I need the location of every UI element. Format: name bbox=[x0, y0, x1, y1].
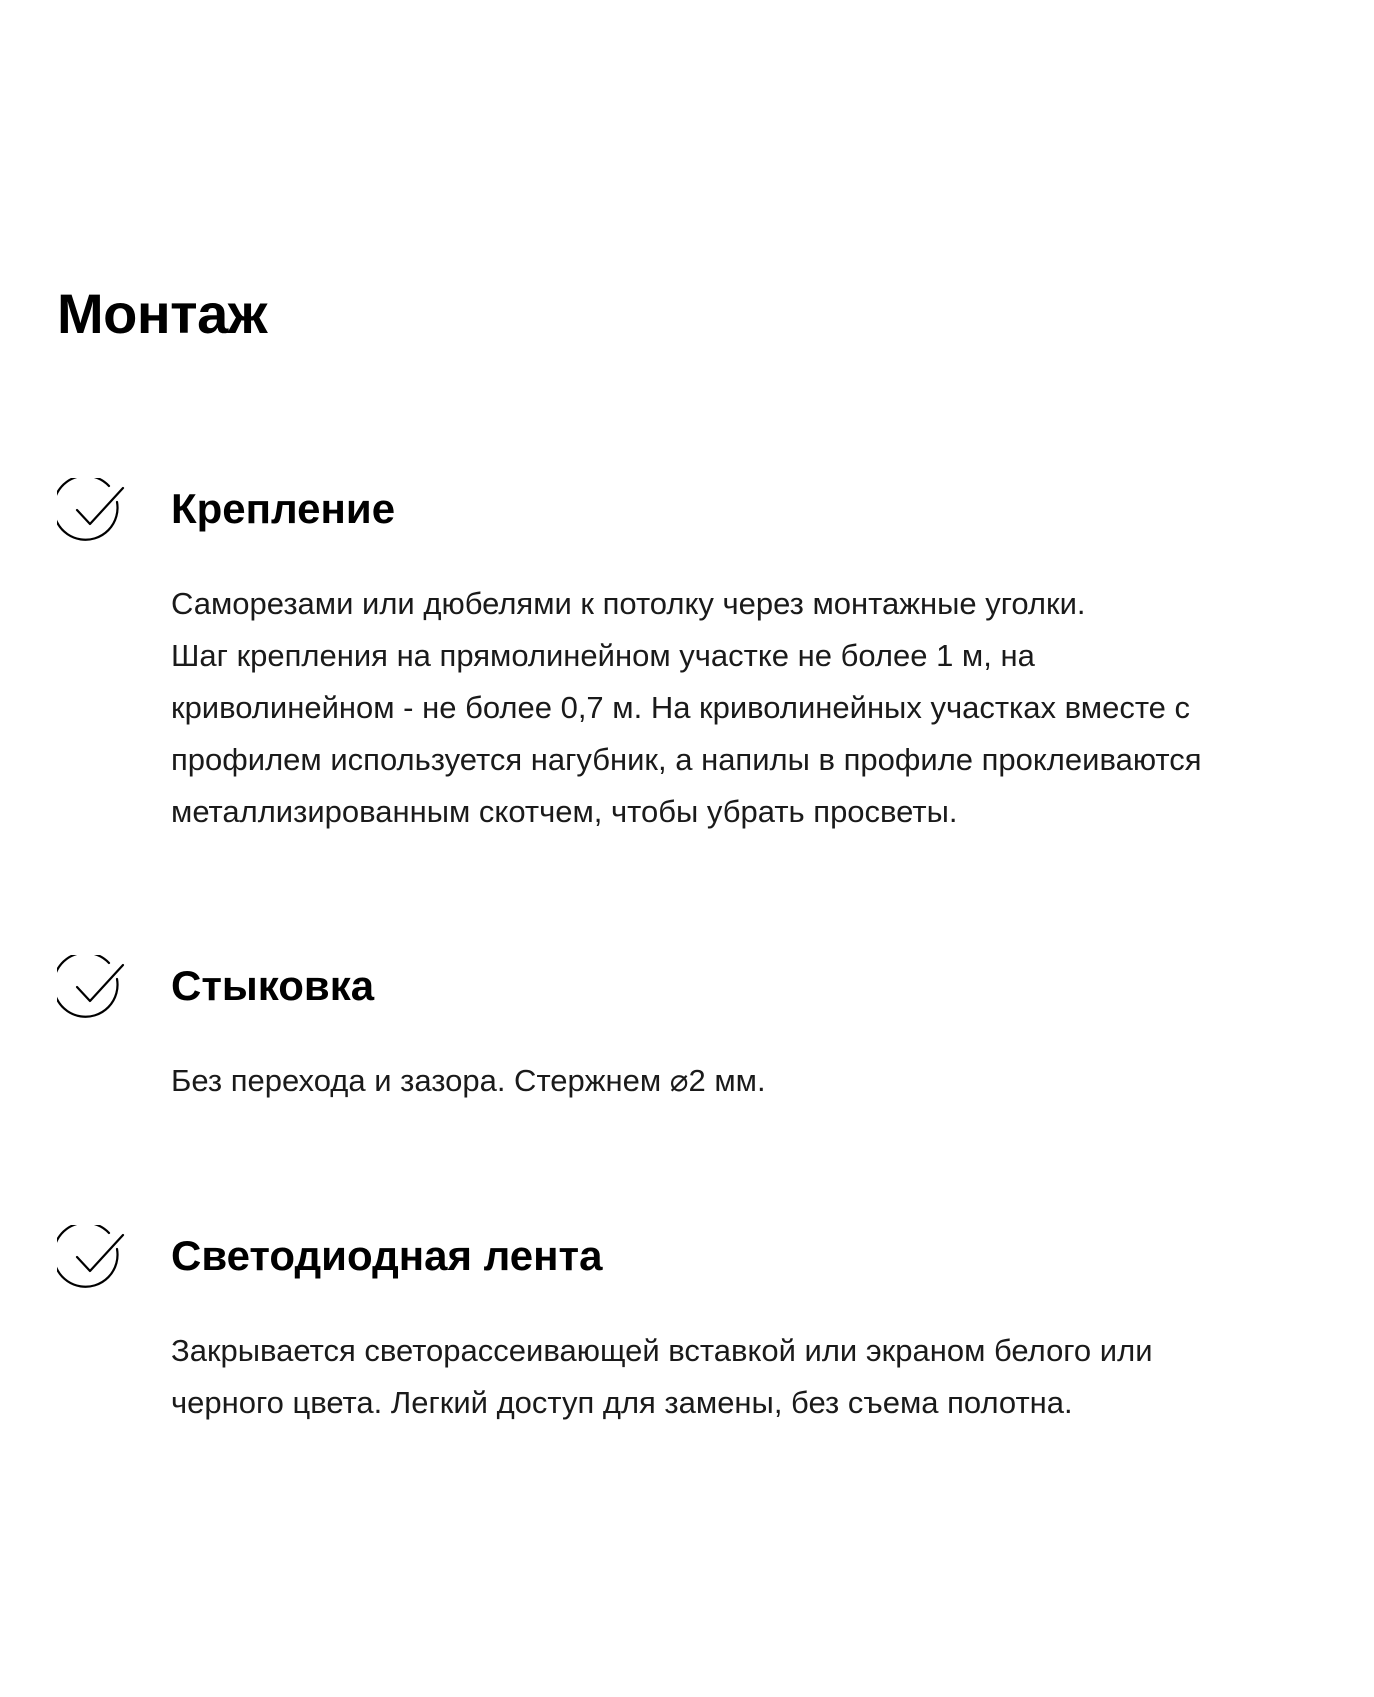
description-line: черного цвета. Легкий доступ для замены, без съема полотна. bbox=[171, 1385, 1073, 1420]
description-line: профилем используется нагубник, а напилы в профиле проклеиваются bbox=[171, 742, 1202, 777]
description-line: Шаг крепления на прямолинейном участке не более 1 м, на bbox=[171, 638, 1035, 673]
section-description bbox=[171, 1325, 1331, 1429]
section-description bbox=[171, 1055, 1331, 1107]
check-circle-icon bbox=[57, 1225, 127, 1295]
section-heading: Светодиодная лента bbox=[171, 1232, 603, 1279]
description-line: Без перехода и зазора. Стержнем ⌀2 мм. bbox=[171, 1063, 766, 1098]
description-line: металлизированным скотчем, чтобы убрать просветы. bbox=[171, 794, 958, 829]
check-circle-icon bbox=[57, 955, 127, 1025]
page-title: Монтаж bbox=[57, 282, 267, 345]
section-description bbox=[171, 578, 1331, 838]
description-line: Саморезами или дюбелями к потолку через монтажные уголки. bbox=[171, 586, 1086, 621]
section-heading: Крепление bbox=[171, 485, 396, 532]
description-line: криволинейном - не более 0,7 м. На криволинейных участках вместе с bbox=[171, 690, 1191, 725]
check-circle-icon bbox=[57, 478, 127, 548]
section-heading: Стыковка bbox=[171, 962, 375, 1009]
description-line: Закрывается светорассеивающей вставкой или экраном белого или bbox=[171, 1333, 1153, 1368]
